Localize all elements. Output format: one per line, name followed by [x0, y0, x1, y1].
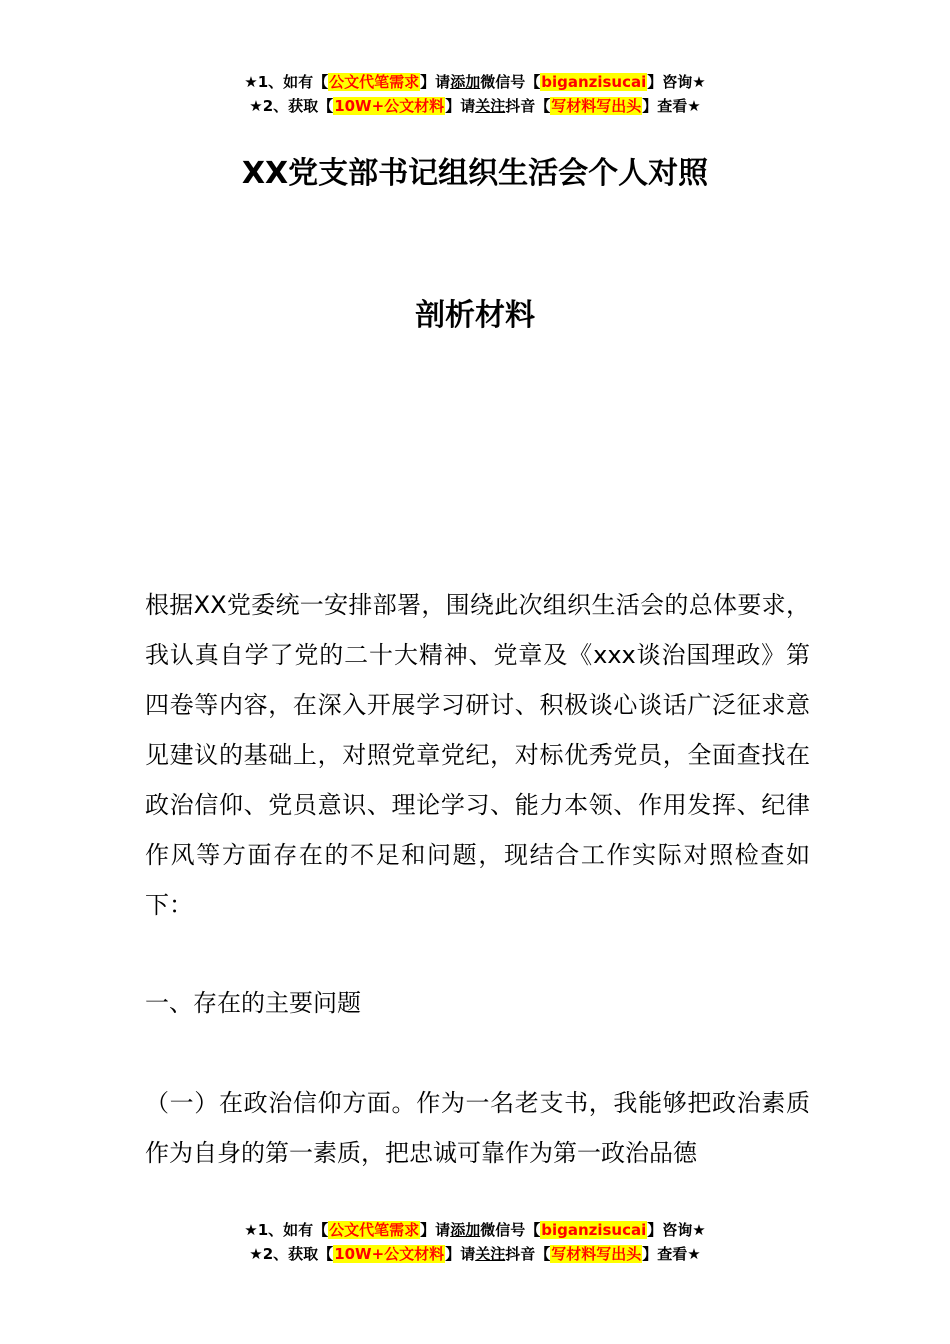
doc-body-para-2-block	[145, 1078, 810, 1178]
banner-underline: 添加	[450, 73, 481, 91]
doc-heading-block	[145, 978, 810, 1028]
banner-highlight: biganzisucai	[541, 1221, 647, 1239]
banner-highlight: 公文代笔需求	[329, 1221, 420, 1239]
doc-paragraph-political: （一）在政治信仰方面。作为一名老支书，我能够把政治素质作为自身的第一素质，把忠诚可靠作为第一政治品德	[145, 1089, 810, 1167]
banner-underline: 添加	[450, 1221, 481, 1239]
banner-text: 】查看★	[642, 97, 701, 115]
banner-text: 】请	[420, 73, 451, 91]
banner-text: 】咨询★	[647, 1221, 706, 1239]
banner-text: 】查看★	[642, 1245, 701, 1263]
banner-text: 】咨询★	[647, 73, 706, 91]
banner-underline: 关注	[475, 1245, 506, 1263]
banner-line-2	[0, 1242, 950, 1266]
banner-text: 抖音【	[505, 97, 551, 115]
banner-highlight: 写材料写出头	[551, 1245, 642, 1263]
banner-text: 】请	[445, 97, 476, 115]
banner-text: ★2、获取【	[249, 1245, 334, 1263]
banner-line-1	[0, 1218, 950, 1242]
bottom-banner	[0, 1218, 950, 1266]
doc-section-heading: 一、存在的主要问题	[145, 989, 361, 1017]
banner-text: 抖音【	[505, 1245, 551, 1263]
banner-text: 微信号【	[480, 73, 541, 91]
banner-text: ★1、如有【	[244, 73, 329, 91]
banner-text: 】请	[420, 1221, 451, 1239]
banner-text: ★1、如有【	[244, 1221, 329, 1239]
banner-text: 微信号【	[480, 1221, 541, 1239]
banner-highlight: biganzisucai	[541, 73, 647, 91]
banner-highlight: 写材料写出头	[551, 97, 642, 115]
banner-line-1	[0, 70, 950, 94]
banner-highlight: 10W+公文材料	[334, 97, 445, 115]
doc-title-line-2: 剖析材料	[415, 298, 535, 333]
top-banner	[0, 70, 950, 118]
doc-body-para-1-block	[145, 580, 810, 930]
banner-line-2	[0, 94, 950, 118]
banner-underline: 关注	[475, 97, 506, 115]
doc-paragraph-intro: 根据XX党委统一安排部署，围绕此次组织生活会的总体要求，我认真自学了党的二十大精神、党章及《xxx谈治国理政》第四卷等内容，在深入开展学习研讨、积极谈心谈话广泛征求意见建议的基础上，对照党章党纪，对标优秀党员，全面查找在政治信仰、党员意识、理论学习、能力本领、作用发挥、纪律作风等方面存在的不足和问题，现结合工作实际对照检查如下：	[145, 591, 810, 919]
banner-highlight: 10W+公文材料	[334, 1245, 445, 1263]
banner-text: ★2、获取【	[249, 97, 334, 115]
banner-text: 】请	[445, 1245, 476, 1263]
banner-highlight: 公文代笔需求	[329, 73, 420, 91]
doc-title-line-1: XX党支部书记组织生活会个人对照	[241, 156, 709, 191]
